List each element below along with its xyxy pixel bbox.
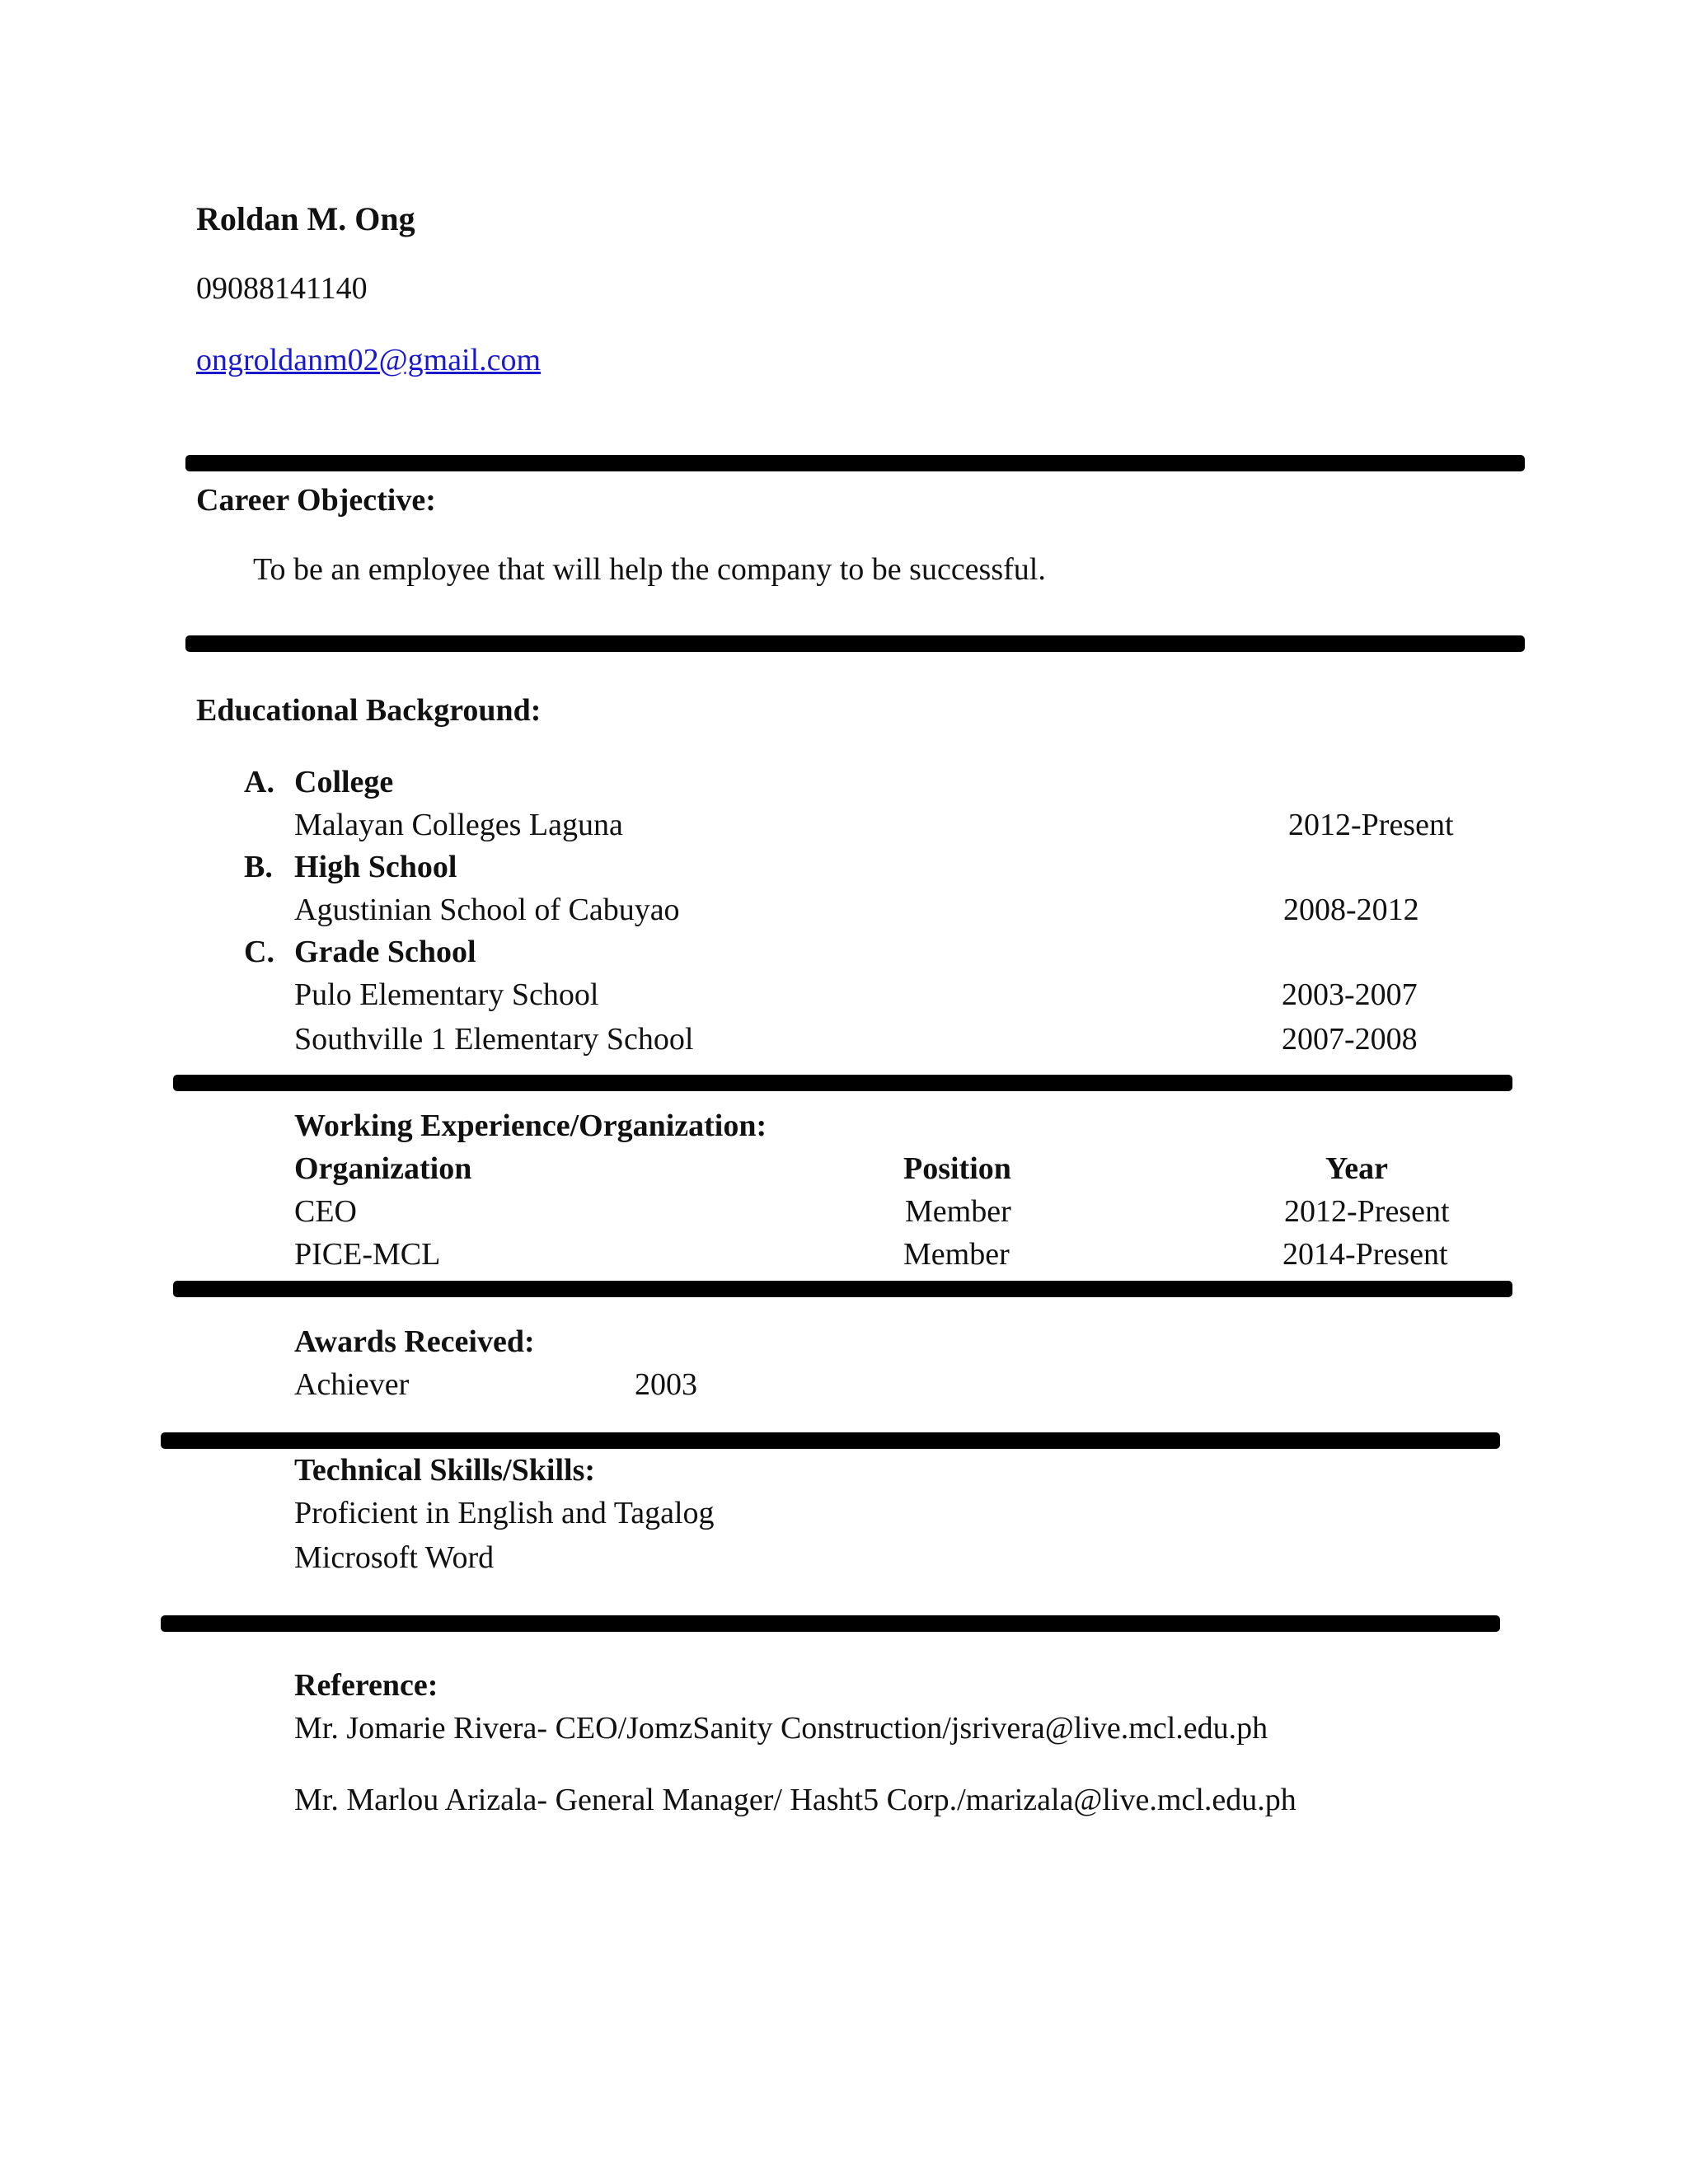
- education-heading: Educational Background:: [196, 693, 542, 728]
- school-years: 2007-2008: [1282, 1022, 1418, 1057]
- section-divider: [161, 1432, 1500, 1449]
- section-divider: [185, 635, 1525, 652]
- experience-organization: CEO: [294, 1194, 357, 1229]
- experience-position: Member: [905, 1194, 1011, 1229]
- award-year: 2003: [635, 1367, 697, 1402]
- experience-column-position: Position: [903, 1151, 1011, 1186]
- career-objective-heading: Career Objective:: [196, 483, 436, 518]
- education-marker: A.: [244, 765, 274, 799]
- education-marker: C.: [244, 935, 274, 969]
- award-name: Achiever: [294, 1367, 410, 1402]
- section-divider: [173, 1281, 1512, 1297]
- school-name: Agustinian School of Cabuyao: [294, 893, 680, 927]
- reference-heading: Reference:: [294, 1668, 438, 1703]
- experience-year: 2014-Present: [1282, 1237, 1448, 1272]
- education-level-grade-school: Grade School: [294, 935, 476, 969]
- career-objective-text: To be an employee that will help the company to be successful.: [253, 552, 1046, 587]
- experience-organization: PICE-MCL: [294, 1237, 441, 1272]
- skill-item: Proficient in English and Tagalog: [294, 1496, 715, 1530]
- section-divider: [161, 1615, 1500, 1632]
- reference-item: Mr. Jomarie Rivera- CEO/JomzSanity Construction/jsrivera@live.mcl.edu.ph: [294, 1711, 1268, 1746]
- skill-item: Microsoft Word: [294, 1540, 495, 1575]
- education-level-college: College: [294, 765, 394, 799]
- education-level-high-school: High School: [294, 850, 457, 884]
- skills-heading: Technical Skills/Skills:: [294, 1453, 596, 1488]
- section-divider: [185, 455, 1525, 471]
- education-marker: B.: [244, 850, 273, 884]
- school-years: 2003-2007: [1282, 977, 1418, 1012]
- school-name: Southville 1 Elementary School: [294, 1022, 694, 1057]
- experience-column-organization: Organization: [294, 1151, 472, 1186]
- section-divider: [173, 1075, 1512, 1091]
- school-years: 2008-2012: [1283, 893, 1419, 927]
- school-name: Pulo Elementary School: [294, 977, 599, 1012]
- school-years: 2012-Present: [1288, 808, 1454, 842]
- experience-position: Member: [903, 1237, 1010, 1272]
- email-link[interactable]: ongroldanm02@gmail.com: [196, 343, 542, 377]
- experience-year: 2012-Present: [1284, 1194, 1450, 1229]
- applicant-name: Roldan M. Ong: [196, 200, 415, 237]
- reference-item: Mr. Marlou Arizala- General Manager/ Hasht5 Corp./marizala@live.mcl.edu.ph: [294, 1783, 1296, 1817]
- awards-heading: Awards Received:: [294, 1324, 535, 1359]
- school-name: Malayan Colleges Laguna: [294, 808, 623, 842]
- experience-column-year: Year: [1325, 1151, 1388, 1186]
- phone-number: 09088141140: [196, 271, 368, 306]
- experience-heading: Working Experience/Organization:: [294, 1108, 767, 1143]
